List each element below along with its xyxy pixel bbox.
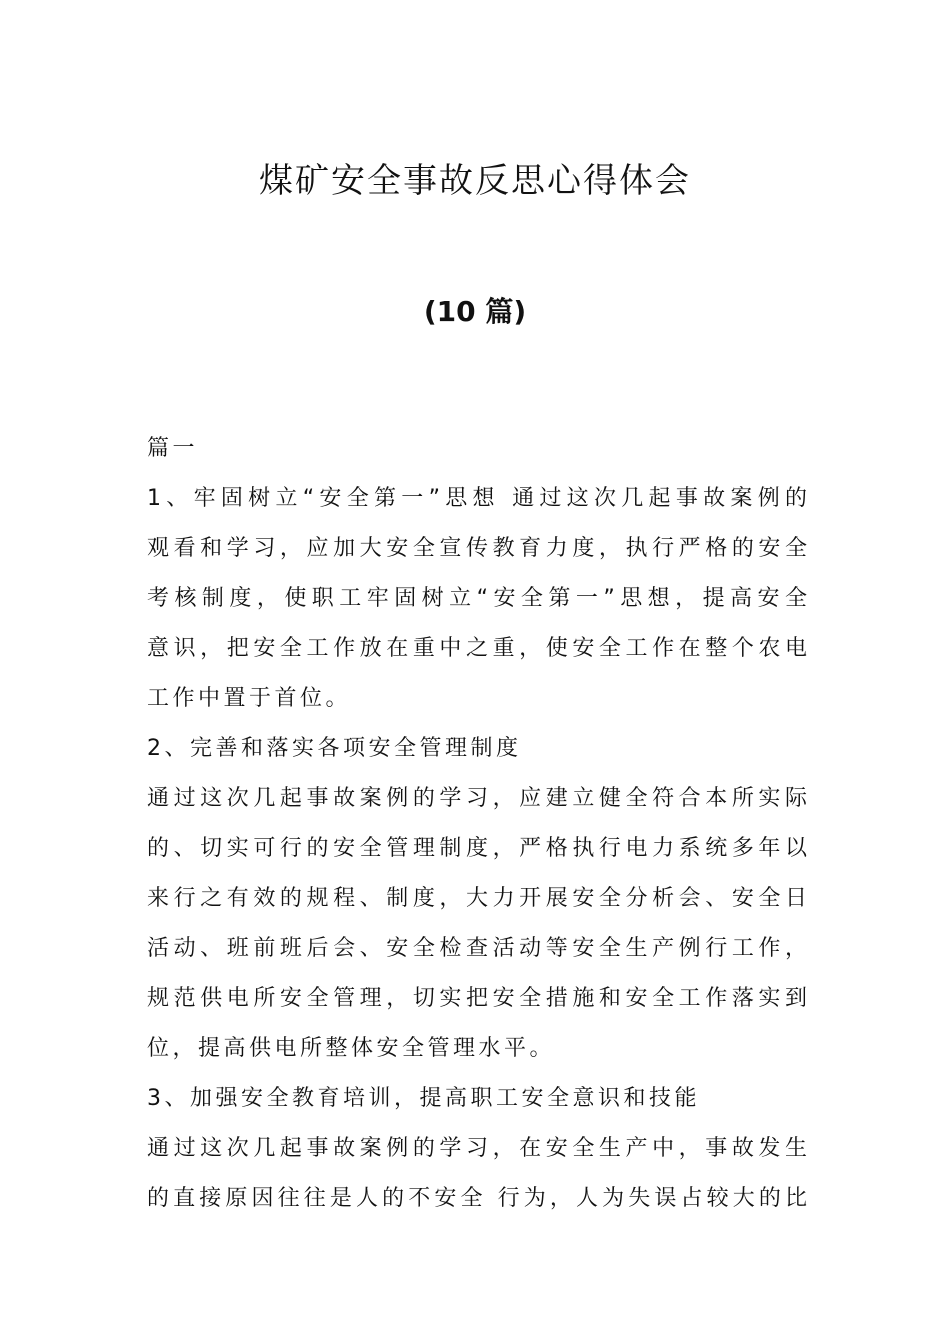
section-heading: 篇一: [147, 436, 199, 461]
paragraph-line: 活动、班前班后会、安全检查活动等安全生产例行工作，: [147, 936, 807, 961]
paragraph-line: 的、切实可行的安全管理制度，严格执行电力系统多年以: [147, 836, 807, 861]
paragraph-line: 考核制度，使职工牢固树立“安全第一”思想，提高安全: [147, 586, 807, 611]
subheading-line: 3、加强安全教育培训，提高职工安全意识和技能: [147, 1086, 700, 1111]
paragraph-line: 的直接原因往往是人的不安全 行为，人为失误占较大的比: [147, 1186, 807, 1211]
document-body: [147, 424, 807, 1224]
document-subtitle: (10 篇): [423, 295, 527, 328]
paragraph-line: 工作中置于首位。: [147, 686, 352, 711]
paragraph-line: 1、牢固树立“安全第一”思想 通过这次几起事故案例的: [147, 486, 807, 511]
paragraph-line: 来行之有效的规程、制度，大力开展安全分析会、安全日: [147, 886, 807, 911]
paragraph-line: 位，提高供电所整体安全管理水平。: [147, 1036, 556, 1061]
paragraph-line: 观看和学习，应加大安全宣传教育力度，执行严格的安全: [147, 536, 807, 561]
paragraph-line: 意识，把安全工作放在重中之重，使安全工作在整个农电: [147, 636, 807, 661]
paragraph-line: 通过这次几起事故案例的学习，应建立健全符合本所实际: [147, 786, 807, 811]
paragraph-line: 通过这次几起事故案例的学习，在安全生产中，事故发生: [147, 1136, 807, 1161]
subheading-line: 2、完善和落实各项安全管理制度: [147, 736, 522, 761]
paragraph-line: 规范供电所安全管理，切实把安全措施和安全工作落实到: [147, 986, 807, 1011]
document-title: 煤矿安全事故反思心得体会: [259, 161, 691, 201]
